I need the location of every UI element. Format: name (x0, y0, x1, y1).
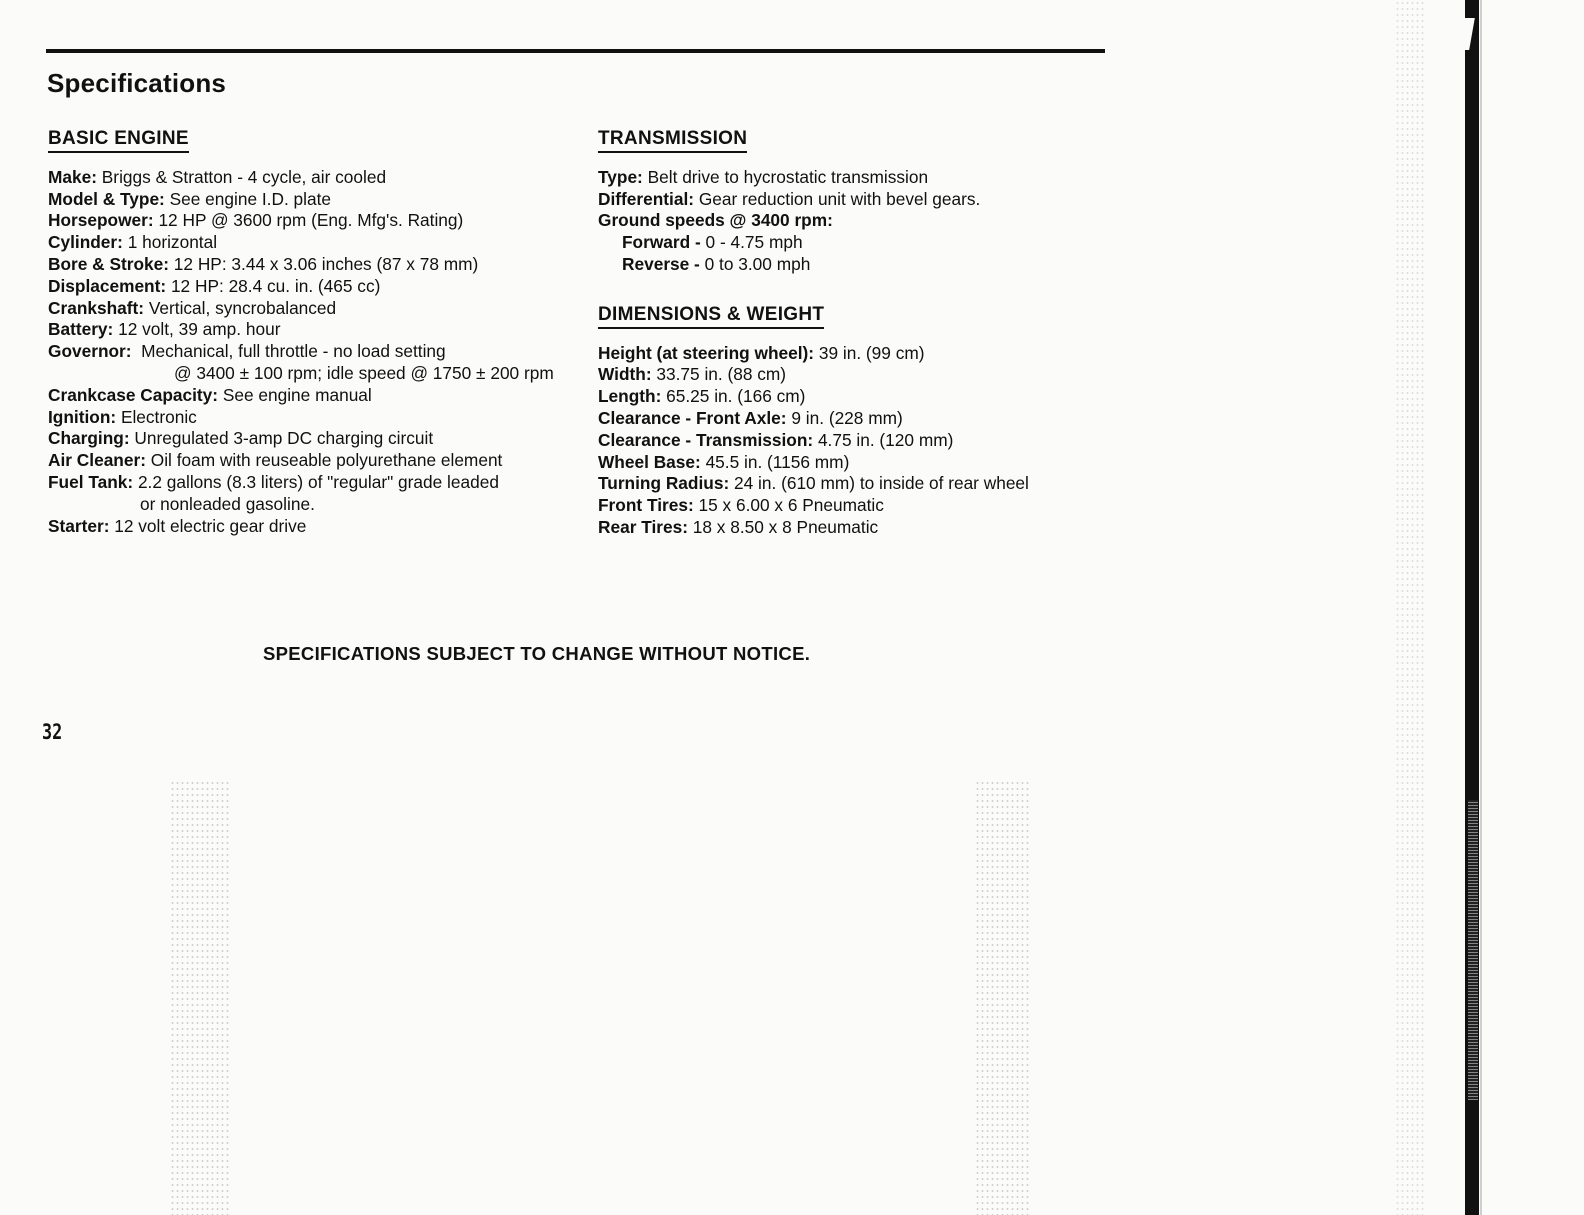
spec-starter (48, 516, 588, 538)
spec-value: Electronic (116, 406, 197, 427)
spec-value: 39 in. (99 cm) (814, 342, 925, 363)
spec-ignition (48, 407, 588, 429)
spec-ground-speeds (598, 210, 1118, 232)
spec-length (598, 386, 1118, 408)
spec-battery (48, 319, 588, 341)
spec-label: Type: (598, 166, 643, 187)
spec-value: 65.25 in. (166 cm) (661, 386, 806, 407)
spec-label: Ignition: (48, 406, 117, 427)
spec-value: 0 to 3.00 mph (699, 253, 811, 274)
spec-label: Cylinder: (48, 232, 123, 253)
spec-value: 0 - 4.75 mph (700, 232, 803, 253)
spec-value: See engine manual (218, 384, 372, 405)
spec-label: Length: (598, 386, 662, 407)
spec-label: Height (at steering wheel): (598, 342, 815, 363)
right-column (598, 128, 1118, 539)
spec-value: 45.5 in. (1156 mm) (700, 451, 850, 472)
spec-label: Horsepower: (48, 210, 154, 231)
spec-label: Clearance - Front Axle: (598, 407, 787, 428)
spec-cylinder (48, 232, 588, 254)
spec-value: 12 volt, 39 amp. hour (113, 319, 281, 340)
spec-wheel-base (598, 452, 1118, 474)
spec-crankcase-capacity (48, 385, 588, 407)
spec-differential (598, 189, 1118, 211)
spec-charging (48, 428, 588, 450)
spec-value: 4.75 in. (120 mm) (813, 429, 954, 450)
spec-label: Fuel Tank: (48, 471, 134, 492)
top-rule (46, 49, 1105, 53)
section-gap (598, 276, 1118, 304)
spec-value: 1 horizontal (122, 232, 218, 253)
spec-value: 12 HP: 3.44 x 3.06 inches (87 x 78 mm) (169, 253, 479, 274)
spec-label: Governor: (48, 341, 132, 362)
spec-clearance-front-axle (598, 408, 1118, 430)
spec-value: 24 in. (610 mm) to inside of rear wheel (729, 473, 1029, 494)
spec-clearance-transmission (598, 430, 1118, 452)
spec-value: 12 HP @ 3600 rpm (Eng. Mfg's. Rating) (153, 210, 464, 231)
spec-value: Vertical, syncrobalanced (144, 297, 337, 318)
basic-engine-section (48, 128, 588, 537)
spec-value: 2.2 gallons (8.3 liters) of "regular" grade leaded (133, 471, 499, 492)
spec-governor (48, 341, 588, 363)
spec-front-tires (598, 495, 1118, 517)
spec-value: 18 x 8.50 x 8 Pneumatic (687, 516, 879, 537)
spec-label: Width: (598, 364, 652, 385)
spec-value: 12 volt electric gear drive (109, 515, 307, 536)
spec-fuel-tank (48, 472, 588, 494)
spec-type (598, 167, 1118, 189)
spec-label: Model & Type: (48, 188, 165, 209)
transmission-section (598, 128, 1118, 276)
spec-value: 15 x 6.00 x 6 Pneumatic (693, 495, 884, 516)
spec-label: Bore & Stroke: (48, 253, 169, 274)
spec-value: 12 HP: 28.4 cu. in. (465 cc) (166, 275, 381, 296)
spec-turning-radius (598, 473, 1118, 495)
spec-make (48, 167, 588, 189)
spec-label: Charging: (48, 428, 130, 449)
spec-rear-tires (598, 517, 1118, 539)
spec-value: Briggs & Stratton - 4 cycle, air cooled (96, 166, 387, 187)
spec-label: Displacement: (48, 275, 167, 296)
dimensions-weight-heading: DIMENSIONS & WEIGHT (598, 304, 824, 329)
spec-label: Make: (48, 166, 97, 187)
spec-value: 33.75 in. (88 cm) (651, 364, 787, 385)
spec-label: Ground speeds @ 3400 rpm: (598, 210, 833, 231)
spec-label: Wheel Base: (598, 451, 701, 472)
transmission-heading: TRANSMISSION (598, 128, 747, 153)
dimensions-weight-section (598, 304, 1118, 539)
basic-engine-heading: BASIC ENGINE (48, 128, 189, 153)
spec-value: See engine I.D. plate (164, 188, 332, 209)
spec-label: Crankshaft: (48, 297, 145, 318)
spec-label: Starter: (48, 515, 110, 536)
spec-crankshaft (48, 298, 588, 320)
spec-governor-continued: @ 3400 ± 100 rpm; idle speed @ 1750 ± 200 rpm (174, 362, 554, 383)
spec-label: Crankcase Capacity: (48, 384, 219, 405)
spec-model-type (48, 189, 588, 211)
spec-label: Clearance - Transmission: (598, 429, 814, 450)
spec-value: Mechanical, full throttle - no load setting (131, 341, 446, 362)
spec-label: Front Tires: (598, 495, 694, 516)
spec-height (598, 343, 1118, 365)
spec-label: Reverse - (622, 253, 700, 274)
binding-texture (1468, 800, 1478, 1100)
spec-fuel-tank-continued: or nonleaded gasoline. (140, 493, 315, 514)
spec-value: Oil foam with reuseable polyurethane element (145, 450, 503, 471)
spec-reverse (598, 254, 1118, 276)
spec-displacement (48, 276, 588, 298)
scan-speckle-left (170, 780, 230, 1215)
spec-label: Forward - (622, 232, 701, 253)
spec-horsepower (48, 210, 588, 232)
spec-label: Battery: (48, 319, 114, 340)
spec-value: Gear reduction unit with bevel gears. (694, 188, 981, 209)
spec-label: Turning Radius: (598, 473, 730, 494)
spec-label: Differential: (598, 188, 695, 209)
spec-air-cleaner (48, 450, 588, 472)
spec-width (598, 364, 1118, 386)
page-title: Specifications (47, 68, 227, 98)
binding-edge (1480, 0, 1482, 1215)
spec-bore-stroke (48, 254, 588, 276)
scan-speckle-right (975, 780, 1030, 1215)
spec-label: Air Cleaner: (48, 450, 146, 471)
spec-value: Belt drive to hycrostatic transmission (642, 166, 929, 187)
change-notice: SPECIFICATIONS SUBJECT TO CHANGE WITHOUT NOTICE. (263, 643, 811, 664)
spec-label: Rear Tires: (598, 516, 688, 537)
page-number: 32 (42, 720, 63, 744)
spec-forward (598, 232, 1118, 254)
scan-speckle-margin (1395, 0, 1425, 1215)
spec-value: Unregulated 3-amp DC charging circuit (129, 428, 434, 449)
spec-value: 9 in. (228 mm) (786, 407, 903, 428)
